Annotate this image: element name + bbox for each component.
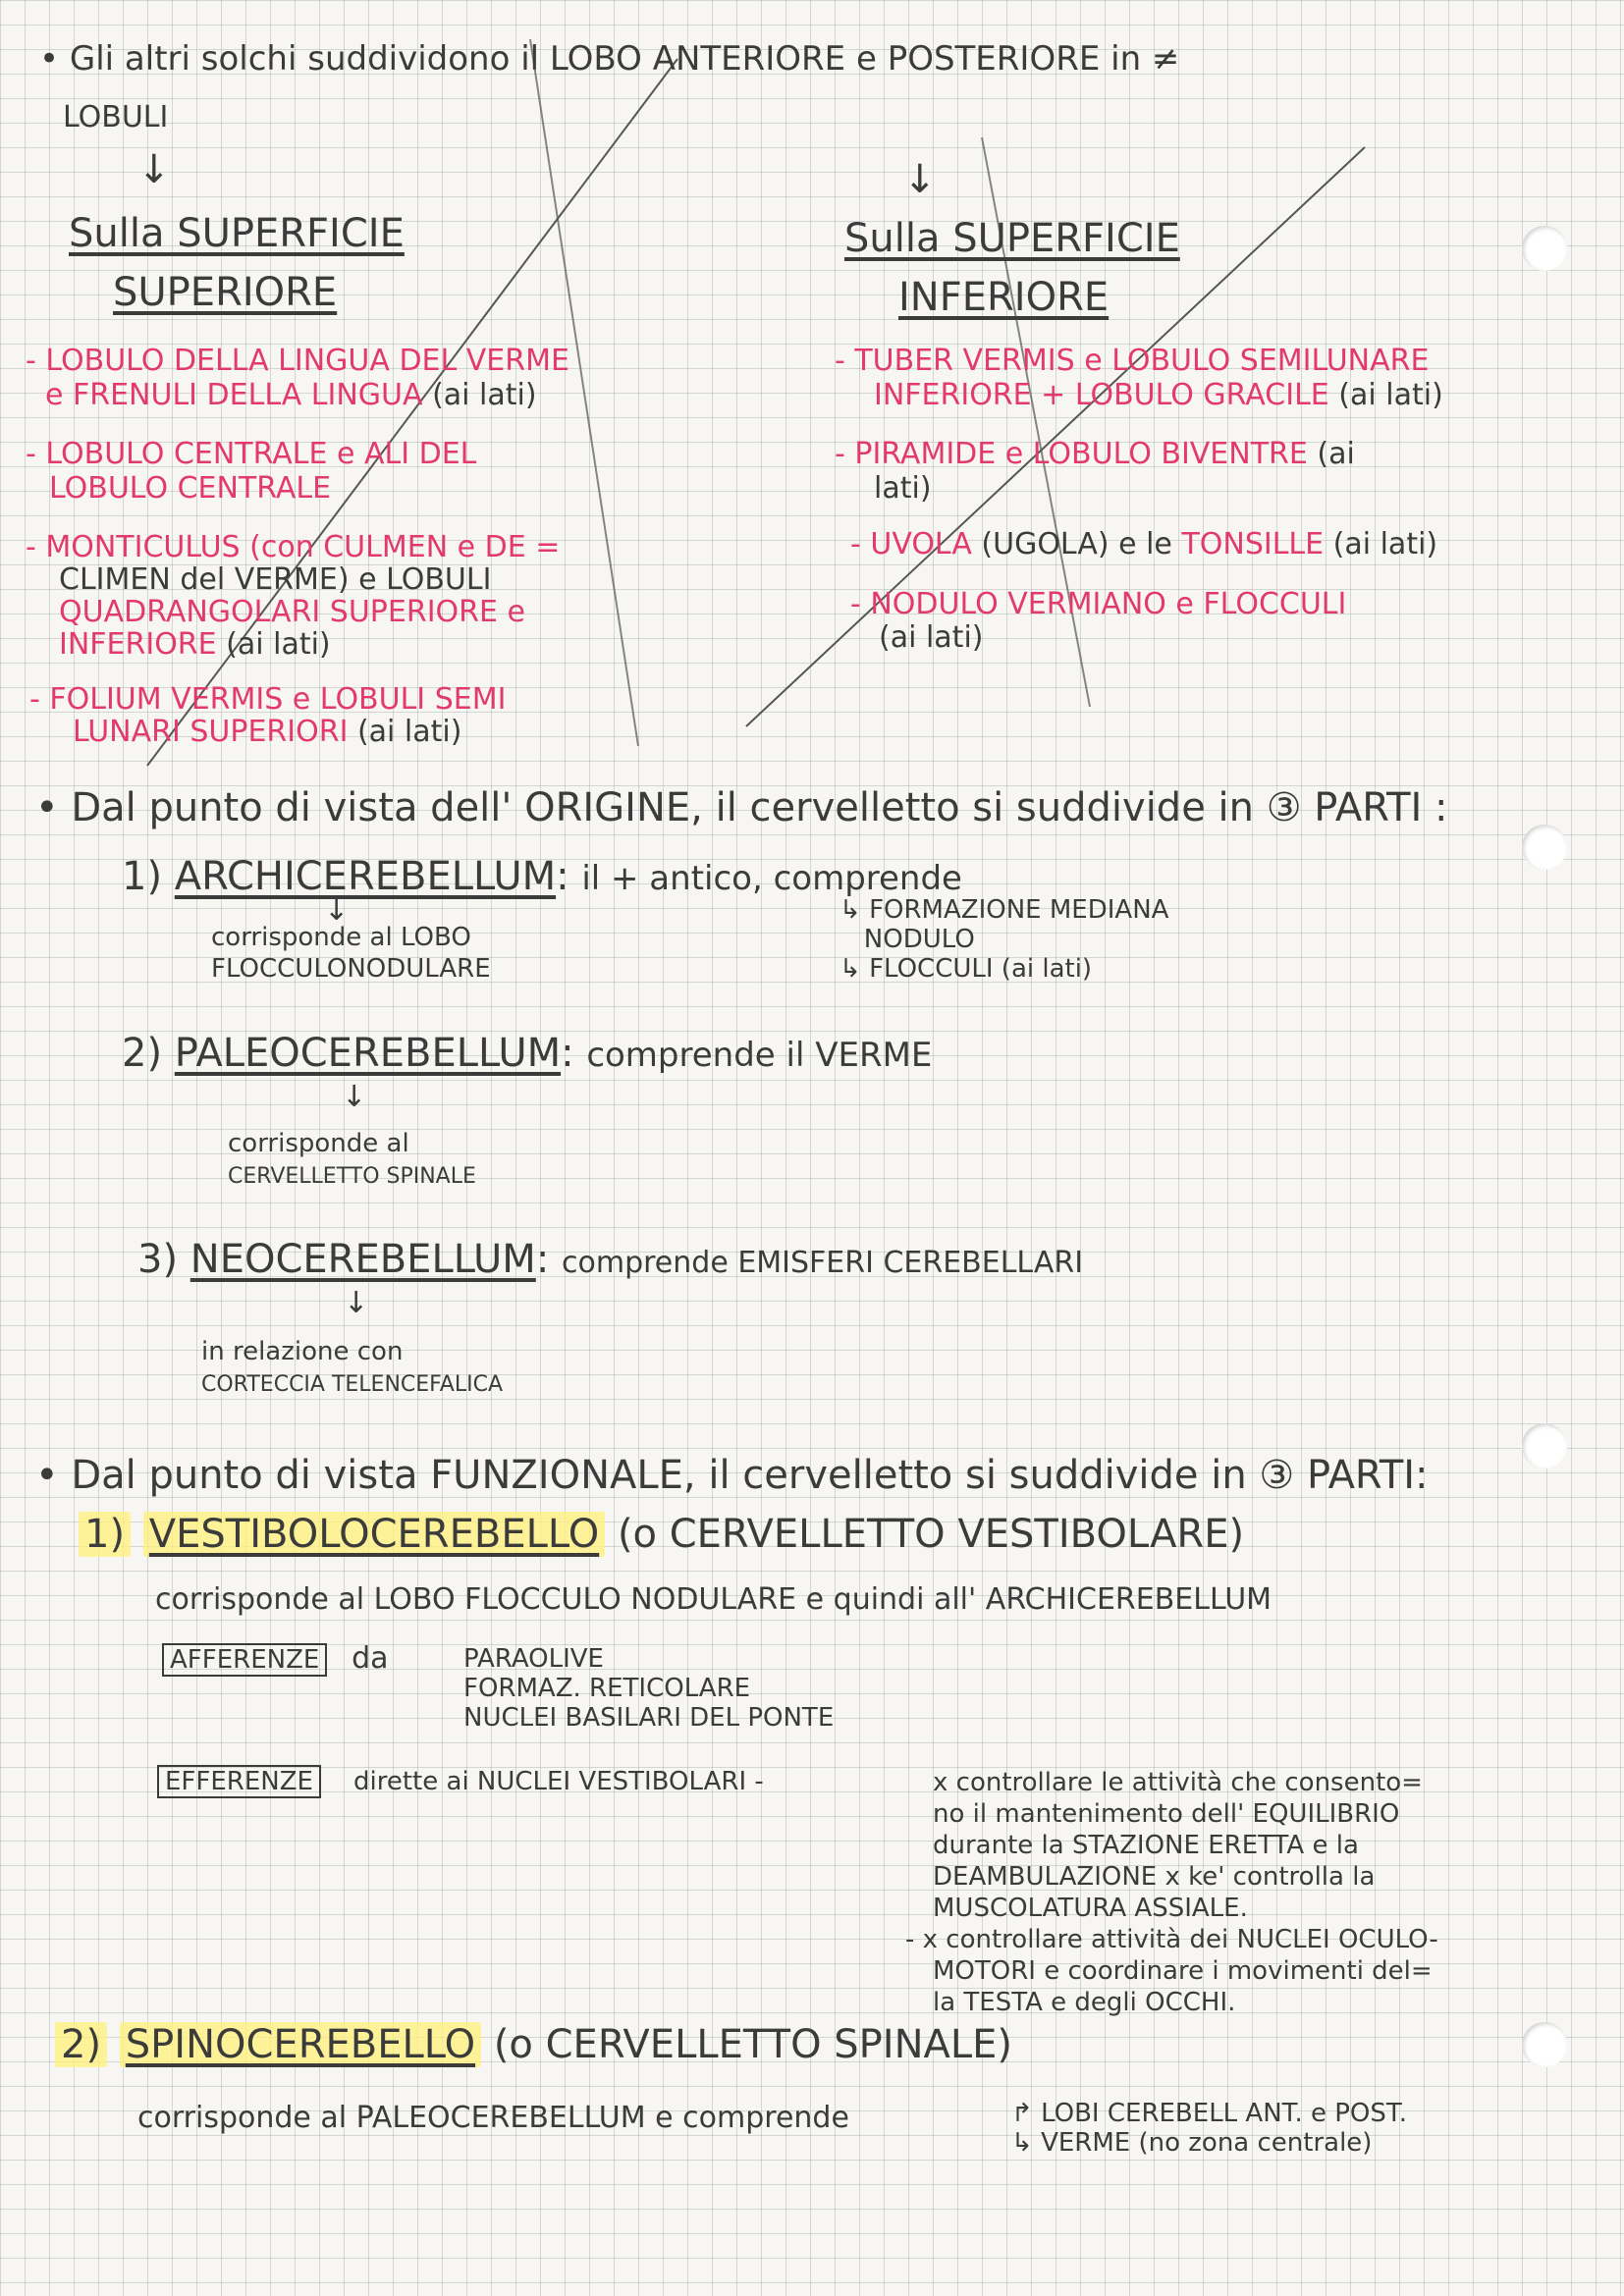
inferior-item-1-cont: INFERIORE + LOBULO GRACILE (ai lati) (874, 378, 1443, 412)
afferenze-list (463, 1644, 834, 1733)
list-item: NODULO (863, 925, 975, 954)
note-line: no il mantenimento dell' EQUILIBRIO (933, 1799, 1400, 1829)
efferenze-label: EFFERENZE (157, 1765, 321, 1798)
archicerebellum-list (839, 895, 1168, 984)
list-item: ↳ FORMAZIONE MEDIANA (839, 895, 1169, 925)
paleocerebellum-sub-1: corrisponde al (228, 1129, 409, 1158)
spino-corr: corrisponde al PALEOCEREBELLUM e comprende (137, 2101, 849, 2135)
inferior-item-3: - UVOLA (UGOLA) e le TONSILLE (ai lati) (850, 527, 1438, 561)
list-item: ↱ LOBI CEREBELL ANT. e POST. (1011, 2099, 1407, 2128)
spinocerebello-title: SPINOCEREBELLO (120, 2022, 481, 2067)
inferior-heading-1: Sulla SUPERFICIE (844, 216, 1180, 261)
bullet: • (39, 39, 60, 79)
superior-item-3: - MONTICULUS (con CULMEN e DE = (26, 530, 561, 564)
neocerebellum-sub-2: CORTECCIA TELENCEFALICA (201, 1372, 504, 1397)
afferenze-label: AFFERENZE (162, 1643, 327, 1677)
archicerebellum-line: 1) ARCHICEREBELLUM: il + antico, comprende (122, 854, 962, 899)
arrow-down-icon: ↓ (342, 1080, 367, 1114)
functional-text: Dal punto di vista FUNZIONALE, il cervelletto si suddivide in ③ PARTI: (71, 1453, 1429, 1498)
intro-lobuli: LOBULI (63, 100, 169, 134)
note-line: DEAMBULAZIONE x ke' controlla la (933, 1862, 1376, 1892)
superior-item-3-cont: CLIMEN del VERME) e LOBULI (59, 562, 492, 597)
arrow-down-icon: ↓ (903, 157, 937, 202)
vestibolocerebello-title: VESTIBOLOCEREBELLO (143, 1512, 605, 1557)
functional-line (35, 1453, 1429, 1498)
note-line: MUSCOLATURA ASSIALE. (933, 1894, 1248, 1923)
superior-item-2: - LOBULO CENTRALE e ALI DEL (26, 437, 477, 471)
list-item: ↳ VERME (no zona centrale) (1011, 2128, 1373, 2158)
spinocerebello-line: 2) SPINOCEREBELLO (o CERVELLETTO SPINALE) (55, 2022, 1012, 2067)
archicerebellum-sub-1: corrisponde al LOBO (211, 923, 471, 952)
list-item: ↳ FLOCCULI (ai lati) (839, 954, 1093, 984)
archicerebellum-title: ARCHICEREBELLUM (174, 854, 557, 899)
superior-heading-1: Sulla SUPERFICIE (69, 211, 405, 256)
inferior-item-2-cont: lati) (874, 471, 932, 506)
arrow-down-icon: ↓ (324, 893, 350, 928)
note-line: la TESTA e degli OCCHI. (933, 1988, 1236, 2017)
list-item: NUCLEI BASILARI DEL PONTE (463, 1703, 835, 1733)
superior-item-2-cont: LOBULO CENTRALE (49, 471, 332, 506)
efferenze-line: EFFERENZE dirette ai NUCLEI VESTIBOLARI - (157, 1767, 764, 1796)
superior-heading-2: SUPERIORE (113, 270, 338, 315)
vestibolocerebello-line: 1) VESTIBOLOCEREBELLO (o CERVELLETTO VESTIBOLARE) (79, 1512, 1244, 1557)
note-line: x controllare le attività che consento= (933, 1768, 1423, 1797)
paleocerebellum-line: 2) PALEOCEREBELLUM: comprende il VERME (122, 1031, 933, 1076)
bullet: • (35, 785, 59, 830)
superior-item-3-cont2: QUADRANGOLARI SUPERIORE e (59, 595, 525, 629)
superior-item-1: - LOBULO DELLA LINGUA DEL VERME (26, 344, 569, 378)
superior-item-4: - FOLIUM VERMIS e LOBULI SEMI (29, 682, 507, 717)
inferior-item-1: - TUBER VERMIS e LOBULO SEMILUNARE (835, 344, 1430, 378)
bullet: • (35, 1453, 59, 1498)
afferenze-line: AFFERENZE da (162, 1641, 389, 1676)
note-line: - x controllare attività dei NUCLEI OCULO- (905, 1925, 1438, 1954)
neocerebellum-title: NEOCEREBELLUM (189, 1237, 536, 1282)
list-item: FORMAZ. RETICOLARE (463, 1674, 751, 1703)
note-line: durante la STAZIONE ERETTA e la (933, 1831, 1359, 1860)
note-line: MOTORI e coordinare i movimenti del= (933, 1956, 1433, 1986)
spino-list (1011, 2099, 1407, 2158)
paleocerebellum-title: PALEOCEREBELLUM (174, 1031, 562, 1076)
origin-line (35, 785, 1448, 830)
neocerebellum-line: 3) NEOCEREBELLUM: comprende EMISFERI CEREBELLARI (137, 1237, 1084, 1282)
inferior-item-2: - PIRAMIDE e LOBULO BIVENTRE (ai (835, 437, 1355, 471)
paleocerebellum-sub-2: CERVELLETTO SPINALE (228, 1164, 476, 1189)
efferenze-notes (905, 1767, 1438, 2018)
inferior-item-4: - NODULO VERMIANO e FLOCCULI (850, 587, 1347, 621)
neocerebellum-sub-1: in relazione con (201, 1337, 404, 1366)
arrow-down-icon: ↓ (344, 1286, 369, 1320)
inferior-heading-2: INFERIORE (898, 275, 1110, 320)
inferior-item-4-cont: (ai lati) (879, 620, 984, 655)
archicerebellum-sub-2: FLOCCULONODULARE (211, 954, 491, 984)
arrow-down-icon: ↓ (137, 147, 171, 192)
superior-item-1-cont: e FRENULI DELLA LINGUA (ai lati) (45, 378, 537, 412)
superior-item-4-cont: LUNARI SUPERIORI (ai lati) (73, 715, 462, 749)
superior-item-3-cont3: INFERIORE (ai lati) (59, 627, 331, 662)
intro-line (39, 39, 1179, 79)
list-item: PARAOLIVE (463, 1644, 604, 1674)
intro-text: Gli altri solchi suddividono il LOBO ANTERIORE e POSTERIORE in ≠ (69, 39, 1180, 79)
vestibolo-corr: corrisponde al LOBO FLOCCULO NODULARE e quindi all' ARCHICEREBELLUM (155, 1582, 1272, 1617)
origin-text: Dal punto di vista dell' ORIGINE, il cervelletto si suddivide in ③ PARTI : (71, 785, 1448, 830)
